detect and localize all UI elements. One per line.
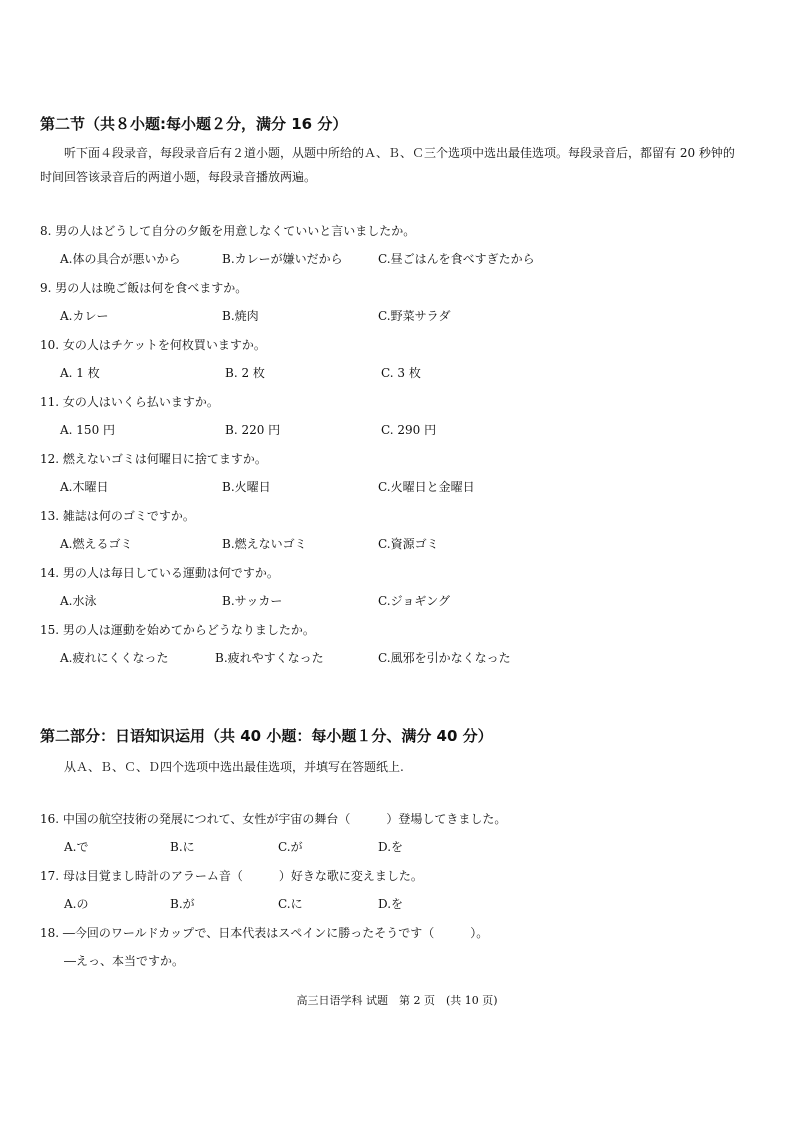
question-17-option-b: B.が <box>170 897 195 911</box>
question-16-option-c: C.が <box>278 840 303 854</box>
question-8-option-c: C.昼ごはんを食べすぎたから <box>378 252 535 266</box>
question-15-stem: 15. 男の人は運動を始めてからどうなりましたか。 <box>40 623 315 637</box>
question-10-option-c: C. 3 枚 <box>381 366 421 380</box>
part2-instruction: 从Ａ、Ｂ、Ｃ、Ｄ四个选项中选出最佳选项，并填写在答题纸上. <box>64 760 404 774</box>
question-9-option-a: A.カレー <box>60 309 109 323</box>
question-18-line1: 18. ―今回のワールドカップで、日本代表はスペインに勝ったそうです（ ）。 <box>40 926 489 940</box>
question-12-option-b: B.火曜日 <box>222 480 271 494</box>
question-13-option-c: C.資源ゴミ <box>378 537 439 551</box>
question-10-stem: 10. 女の人はチケットを何枚買いますか。 <box>40 338 266 352</box>
question-13-stem: 13. 雑誌は何のゴミですか。 <box>40 509 195 523</box>
question-10-option-b: B. 2 枚 <box>225 366 265 380</box>
question-10-option-a: A. 1 枚 <box>60 366 100 380</box>
question-13-option-a: A.燃えるゴミ <box>60 537 133 551</box>
page-footer: 高三日语学科 试题 第 2 页 (共 10 页) <box>296 994 498 1007</box>
question-15-option-c: C.風邪を引かなくなった <box>378 651 511 665</box>
question-9-stem: 9. 男の人は晩ご飯は何を食べますか。 <box>40 281 248 295</box>
question-16-stem: 16. 中国の航空技術の発展につれて、女性が宇宙の舞台（ ）登場してきました。 <box>40 812 507 826</box>
question-8-option-a: A.体の具合が悪いから <box>60 252 181 266</box>
section2-instruction-line1: 听下面４段录音，每段录音后有２道小题，从题中所给的Ａ、Ｂ、Ｃ三个选项中选出最佳选项。每段录音后，都留有 20 秒钟的 <box>64 146 735 160</box>
part2-title: 第二部分：日语知识运用（共 40 小题：每小题１分、满分 40 分） <box>40 727 493 745</box>
question-8-option-b: B.カレーが嫌いだから <box>222 252 343 266</box>
question-12-option-a: A.木曜日 <box>60 480 109 494</box>
question-14-option-c: C.ジョギング <box>378 594 450 608</box>
question-16-option-d: D.を <box>378 840 404 854</box>
question-18-line2: ―えっ、本当ですか。 <box>64 954 185 968</box>
question-11-option-b: B. 220 円 <box>225 423 281 437</box>
question-11-option-a: A. 150 円 <box>60 423 116 437</box>
question-12-stem: 12. 燃えないゴミは何曜日に捨てますか。 <box>40 452 267 466</box>
question-8-stem: 8. 男の人はどうして自分の夕飯を用意しなくていいと言いましたか。 <box>40 224 416 238</box>
section2-title: 第二节（共８小题:每小题２分，满分 16 分） <box>40 115 348 133</box>
question-14-option-b: B.サッカー <box>222 594 283 608</box>
question-16-option-a: A.で <box>64 840 89 854</box>
question-12-option-c: C.火曜日と金曜日 <box>378 480 475 494</box>
question-14-option-a: A.水泳 <box>60 594 97 608</box>
question-9-option-b: B.焼肉 <box>222 309 259 323</box>
question-11-stem: 11. 女の人はいくら払いますか。 <box>40 395 219 409</box>
question-9-option-c: C.野菜サラダ <box>378 309 451 323</box>
question-17-option-a: A.の <box>64 897 89 911</box>
question-14-stem: 14. 男の人は毎日している運動は何ですか。 <box>40 566 279 580</box>
question-13-option-b: B.燃えないゴミ <box>222 537 307 551</box>
question-17-option-d: D.を <box>378 897 404 911</box>
section2-instruction-line2: 时间回答该录音后的两道小题，每段录音播放两遍。 <box>40 170 317 184</box>
question-16-option-b: B.に <box>170 840 195 854</box>
question-15-option-a: A.疲れにくくなった <box>60 651 169 665</box>
question-17-option-c: C.に <box>278 897 303 911</box>
question-17-stem: 17. 母は目覚まし時計のアラーム音（ ）好きな歌に変えました。 <box>40 869 423 883</box>
question-11-option-c: C. 290 円 <box>381 423 437 437</box>
question-15-option-b: B.疲れやすくなった <box>215 651 324 665</box>
